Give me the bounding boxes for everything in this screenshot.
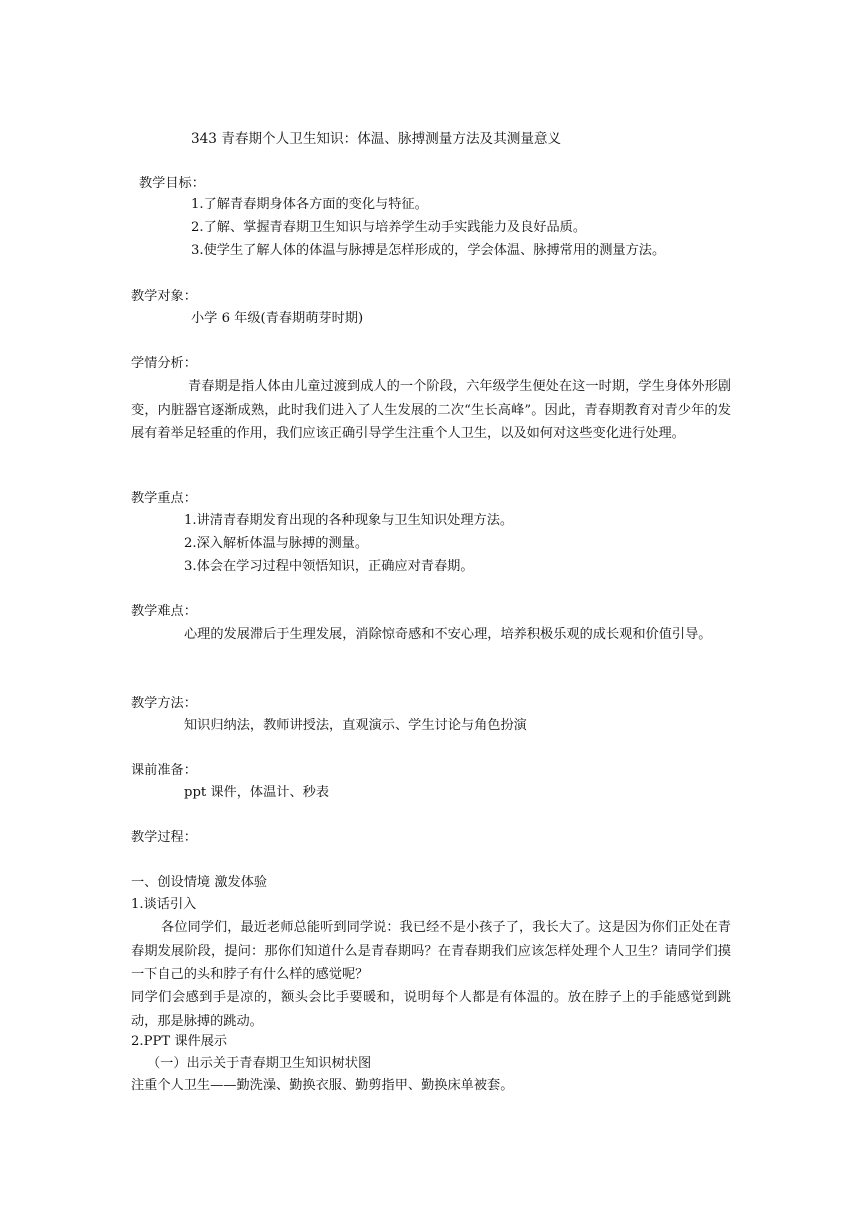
- objectives-heading: 教学目标：: [139, 176, 205, 191]
- document-title: 343 青春期个人卫生知识：体温、脉搏测量方法及其测量意义: [191, 131, 562, 147]
- step-paragraph: 同学们会感到手是凉的，额头会比手要暖和，说明每个人都是有体温的。放在脖子上的手能感觉到跳动，那是脉搏的跳动。: [131, 990, 731, 1029]
- analysis-heading: 学情分析：: [131, 356, 197, 371]
- difficulties-heading: 教学难点：: [131, 604, 197, 619]
- objective-item: 1.了解青春期身体各方面的变化与特征。: [191, 197, 428, 212]
- objective-item: 3.使学生了解人体的体温与脉搏是怎样形成的，学会体温、脉搏常用的测量方法。: [191, 243, 666, 258]
- step-paragraph: 各位同学们，最近老师总能听到同学说：我已经不是小孩子了，我长大了。这是因为你们正处在青春期发展阶段，提问：那你们知道什么是青春期吗？在青春期我们应该怎样处理个人卫生？请同学们摸一下自己的头和脖子有什么样的感觉呢？: [131, 920, 731, 982]
- key-point-item: 1.讲清青春期发育出现的各种现象与卫生知识处理方法。: [184, 513, 514, 528]
- section-heading: 一、创设情境 激发体验: [131, 875, 268, 890]
- step-heading: 1.谈话引入: [131, 897, 197, 912]
- analysis-paragraph: 青春期是指人体由儿童过渡到成人的一个阶段，六年级学生便处在这一时期，学生身体外形剧变，内脏器官逐渐成熟，此时我们进入了人生发展的二次“生长高峰”。因此，青春期教育对青少年的发展有着举足轻重的作用，我们应该正确引导学生注重个人卫生，以及如何对这些变化进行处理。: [131, 379, 731, 441]
- process-heading: 教学过程：: [131, 830, 197, 845]
- preparation-text: ppt 课件，体温计、秒表: [184, 785, 330, 800]
- audience-heading: 教学对象：: [131, 289, 197, 304]
- step-heading: 2.PPT 课件展示: [131, 1034, 228, 1049]
- objective-item: 2.了解、掌握青春期卫生知识与培养学生动手实践能力及良好品质。: [191, 220, 587, 235]
- step-subheading: （一）出示关于青春期卫生知识树状图: [147, 1056, 372, 1071]
- key-point-item: 3.体会在学习过程中领悟知识，正确应对青春期。: [184, 559, 474, 574]
- preparation-heading: 课前准备：: [131, 763, 197, 778]
- methods-heading: 教学方法：: [131, 696, 197, 711]
- audience-text: 小学 6 年级(青春期萌芽时期): [191, 311, 364, 326]
- difficulties-paragraph: 心理的发展滞后于生理发展，消除惊奇感和不安心理，培养积极乐观的成长观和价值引导。: [184, 627, 712, 642]
- methods-text: 知识归纳法，教师讲授法，直观演示、学生讨论与角色扮演: [184, 718, 527, 733]
- step-text: 注重个人卫生——勤洗澡、勤换衣服、勤剪指甲、勤换床单被套。: [131, 1078, 514, 1093]
- key-point-item: 2.深入解析体温与脉搏的测量。: [184, 536, 369, 551]
- key-points-heading: 教学重点：: [131, 491, 197, 506]
